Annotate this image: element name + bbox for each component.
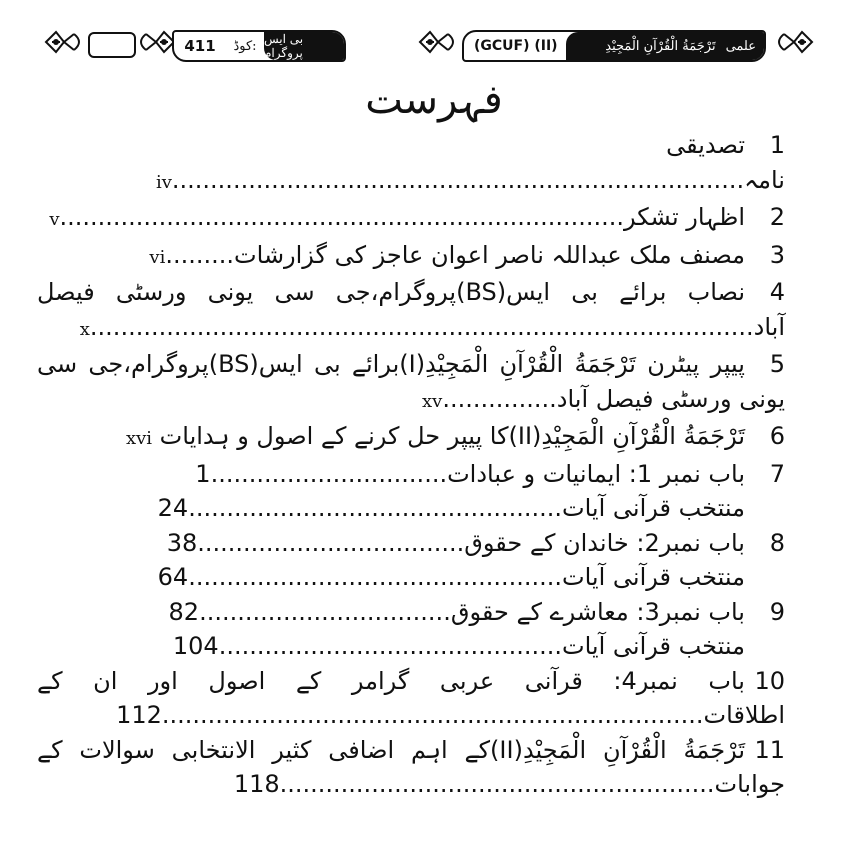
floral-ornament-icon: [768, 28, 814, 56]
toc-number: 5: [769, 350, 785, 378]
publisher-label: علمی: [725, 38, 756, 54]
toc-entry: [37, 457, 785, 492]
toc-page: iv: [155, 171, 172, 193]
running-header: [0, 20, 868, 64]
toc-entry: [37, 200, 785, 238]
toc-entry: [37, 664, 785, 733]
toc-title: باب نمبر3: معاشرے کے حقوق: [450, 597, 745, 626]
course-code: 411: [184, 37, 216, 55]
toc-leader: .........................................................: [279, 770, 715, 798]
toc-entry: [37, 733, 785, 802]
toc-page: x: [79, 318, 90, 340]
toc-leader: .................................................: [188, 563, 563, 591]
toc-page: 82: [168, 597, 200, 626]
floral-ornament-icon: [130, 28, 176, 56]
toc-number: 6: [769, 422, 785, 450]
floral-ornament-icon: [44, 28, 90, 56]
toc-entry: [37, 238, 785, 276]
toc-page: 64: [157, 563, 189, 591]
toc-title: باب نمبر 1: ایمانیات و عبادات: [447, 459, 745, 488]
toc-leader: .......................................................................: [161, 701, 704, 729]
toc-title: نصاب برائے بی ایس(BS)پروگرام،جی سی یونی ورسٹی فیصل آباد: [37, 278, 785, 341]
toc-page: 1: [195, 459, 211, 488]
toc-leader: .........: [165, 240, 235, 269]
toc-leader: .......................................................................................: [89, 312, 754, 341]
toc-title: باب نمبر4: قرآنی عربی گرامر کے اصول اور ان کے اطلاقات: [37, 666, 785, 729]
toc-title: تَرْجَمَةُ الْقُرْآنِ الْمَجِيْدِ(II)کا پیپر حل کرنے کے اصول و ہدایات: [159, 422, 745, 450]
floral-ornament-icon: [418, 28, 464, 56]
toc-title: پیپر پیٹرن تَرْجَمَةُ الْقُرْآنِ الْمَجِيْدِ(I)برائے بی ایس(BS)پروگرام،جی سی یونی ورسٹی فیصل آباد: [37, 350, 785, 413]
toc-page: 112: [116, 701, 162, 729]
toc-leader: ...........................................................................: [171, 165, 745, 194]
toc-title: باب نمبر2: خاندان کے حقوق: [464, 528, 745, 557]
toc-number: 9: [769, 597, 785, 626]
program-label: بی ایس پروگرام: [264, 32, 344, 60]
page-title: فہرست: [365, 77, 503, 123]
toc-page: xv: [422, 390, 443, 412]
toc-number: 8: [769, 528, 785, 557]
toc-leader: .................................................: [188, 494, 563, 522]
toc-page: 24: [157, 494, 189, 522]
toc-number: 4: [769, 278, 785, 306]
toc-page: 104: [172, 632, 219, 660]
toc-entry: [37, 128, 785, 200]
toc-leader: .................................: [199, 597, 451, 626]
toc-number: 3: [769, 240, 785, 269]
toc-entry: [37, 347, 785, 419]
course-title-box: [462, 30, 766, 62]
toc-title: تَرْجَمَةُ الْقُرْآنِ الْمَجِيْدِ(II)کے اہم اضافی کثیر الانتخابی سوالات کے جوابات: [37, 735, 785, 798]
table-of-contents: [37, 128, 785, 802]
toc-number: 1: [769, 131, 785, 159]
toc-entry: [37, 560, 785, 595]
toc-title: منتخب قرآنی آیات: [562, 563, 745, 591]
toc-number: 2: [769, 203, 785, 231]
toc-leader: ...............................: [210, 459, 448, 488]
toc-number: 7: [769, 459, 785, 488]
toc-page: v: [49, 209, 60, 230]
toc-page: 118: [233, 770, 280, 798]
toc-entry: [37, 275, 785, 347]
toc-leader: .............................................: [218, 632, 563, 660]
toc-title: مصنف ملک عبداللہ ناصر اعوان عاجز کی گزارشات: [234, 240, 745, 269]
toc-entry: [37, 419, 785, 457]
course-code-label: کوڈ:: [233, 38, 257, 54]
course-tag: (GCUF) (II): [474, 38, 558, 54]
toc-leader: ...................................: [197, 528, 465, 557]
toc-page: vi: [149, 246, 166, 268]
course-title: تَرْجَمَةُ الْقُرْآنِ الْمَجِيْدِ: [605, 38, 716, 54]
toc-entry: [37, 629, 785, 664]
toc-page: xvi: [125, 428, 153, 449]
decorative-frame: [88, 32, 136, 58]
toc-number: 10: [754, 666, 785, 695]
toc-leader: ...............: [442, 384, 557, 413]
course-code-box: [172, 30, 346, 62]
toc-title: اظہار تشکر: [624, 203, 745, 231]
course-title-pill: [566, 32, 764, 60]
toc-title: منتخب قرآنی آیات: [562, 632, 745, 660]
toc-title: تصدیقی نامہ: [666, 131, 785, 194]
toc-entry: [37, 491, 785, 526]
toc-entry: [37, 595, 785, 630]
toc-page: 38: [166, 528, 198, 557]
toc-number: 11: [754, 735, 786, 764]
toc-title: منتخب قرآنی آیات: [562, 494, 745, 522]
toc-leader: ..........................................................................: [59, 203, 625, 231]
toc-entry: [37, 526, 785, 561]
